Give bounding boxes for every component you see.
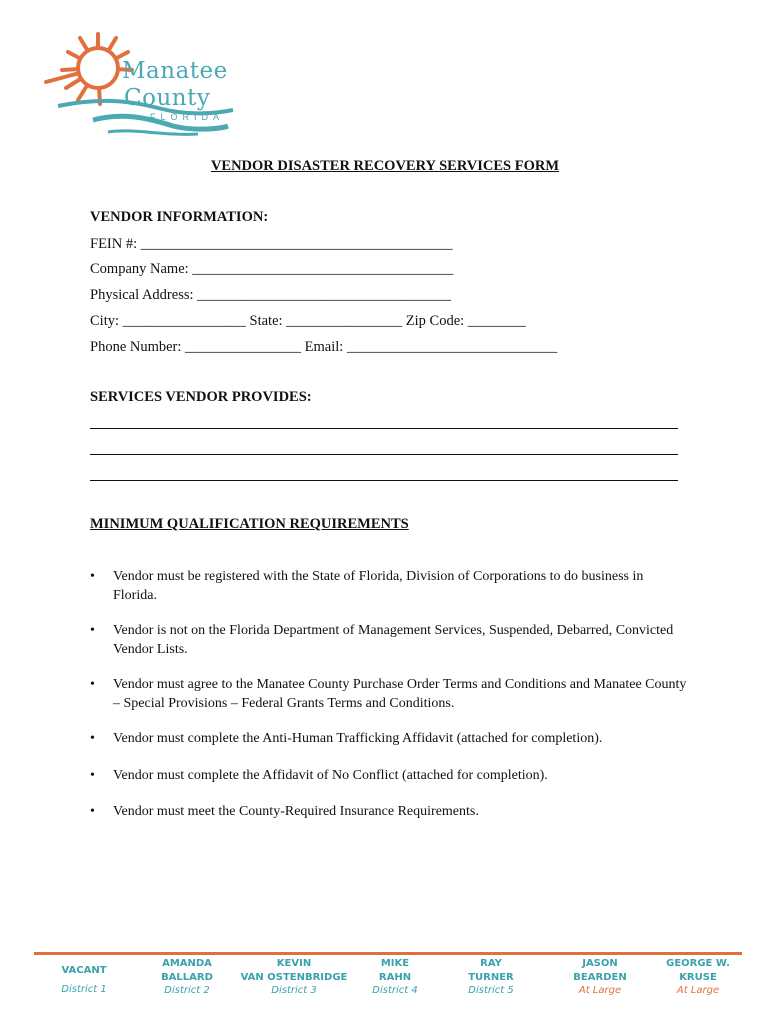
requirements-list [90, 568, 690, 822]
commissioner-district-5: RAY TURNER District 5 [468, 958, 514, 996]
services-line-1[interactable] [90, 428, 678, 429]
footer-divider [34, 952, 742, 955]
commissioner-district-1: VACANT District 1 [61, 965, 107, 995]
services-line-2[interactable] [90, 454, 678, 455]
bullet-icon: • [90, 677, 95, 692]
bullet-icon: • [90, 767, 95, 783]
bullet-icon: • [90, 731, 95, 746]
requirement-item: • Vendor must complete the Affidavit of No Conflict (attached for completion). [90, 767, 690, 786]
form-title: VENDOR DISASTER RECOVERY SERVICES FORM [210, 158, 560, 174]
logo-text-florida: FLORIDA [150, 112, 225, 122]
city-state-zip-field[interactable]: City: _________________ State: ________________ Zip Code: ________ [90, 313, 526, 329]
requirement-item: • Vendor is not on the Florida Department of Management Services, Suspended, Debarred, Convicted Vendor Lists. [90, 623, 674, 657]
requirement-item: • Vendor must meet the County-Required Insurance Requirements. [90, 803, 690, 822]
logo-text-manatee: Manatee [122, 58, 228, 84]
company-name-field[interactable]: Company Name: ____________________________________ [90, 261, 454, 277]
commissioner-district-2: AMANDA BALLARD District 2 [161, 958, 213, 996]
requirement-item: • Vendor must be registered with the State of Florida, Division of Corporations to do business in Florida. [90, 569, 644, 603]
bullet-icon: • [90, 623, 95, 638]
commissioner-district-3: KEVIN VAN OSTENBRIDGE District 3 [240, 958, 348, 996]
logo-text-county: County [124, 85, 211, 111]
requirement-item: • Vendor must complete the Anti-Human Trafficking Affidavit (attached for completion). [90, 730, 690, 749]
phone-email-field[interactable]: Phone Number: ________________ Email: _____________________________ [90, 339, 558, 355]
commissioner-at-large-2: GEORGE W. KRUSE At Large [666, 958, 730, 996]
physical-address-field[interactable]: Physical Address: ___________________________________ [90, 287, 451, 303]
services-heading: SERVICES VENDOR PROVIDES: [90, 389, 312, 405]
fein-field[interactable]: FEIN #: ___________________________________________ [90, 236, 453, 252]
bullet-icon: • [90, 569, 95, 584]
bullet-icon: • [90, 804, 95, 819]
vendor-information-heading: VENDOR INFORMATION: [90, 209, 269, 225]
services-line-3[interactable] [90, 480, 678, 481]
requirements-heading: MINIMUM QUALIFICATION REQUIREMENTS [90, 516, 409, 532]
requirement-item: • Vendor must agree to the Manatee County Purchase Order Terms and Conditions and Manatee County – Special Provisions – Federal Grants Terms and Conditions. [90, 677, 687, 711]
commissioner-district-4: MIKE RAHN District 4 [372, 958, 418, 996]
commissioner-at-large-1: JASON BEARDEN At Large [573, 958, 627, 996]
commissioners-footer [34, 957, 742, 1002]
